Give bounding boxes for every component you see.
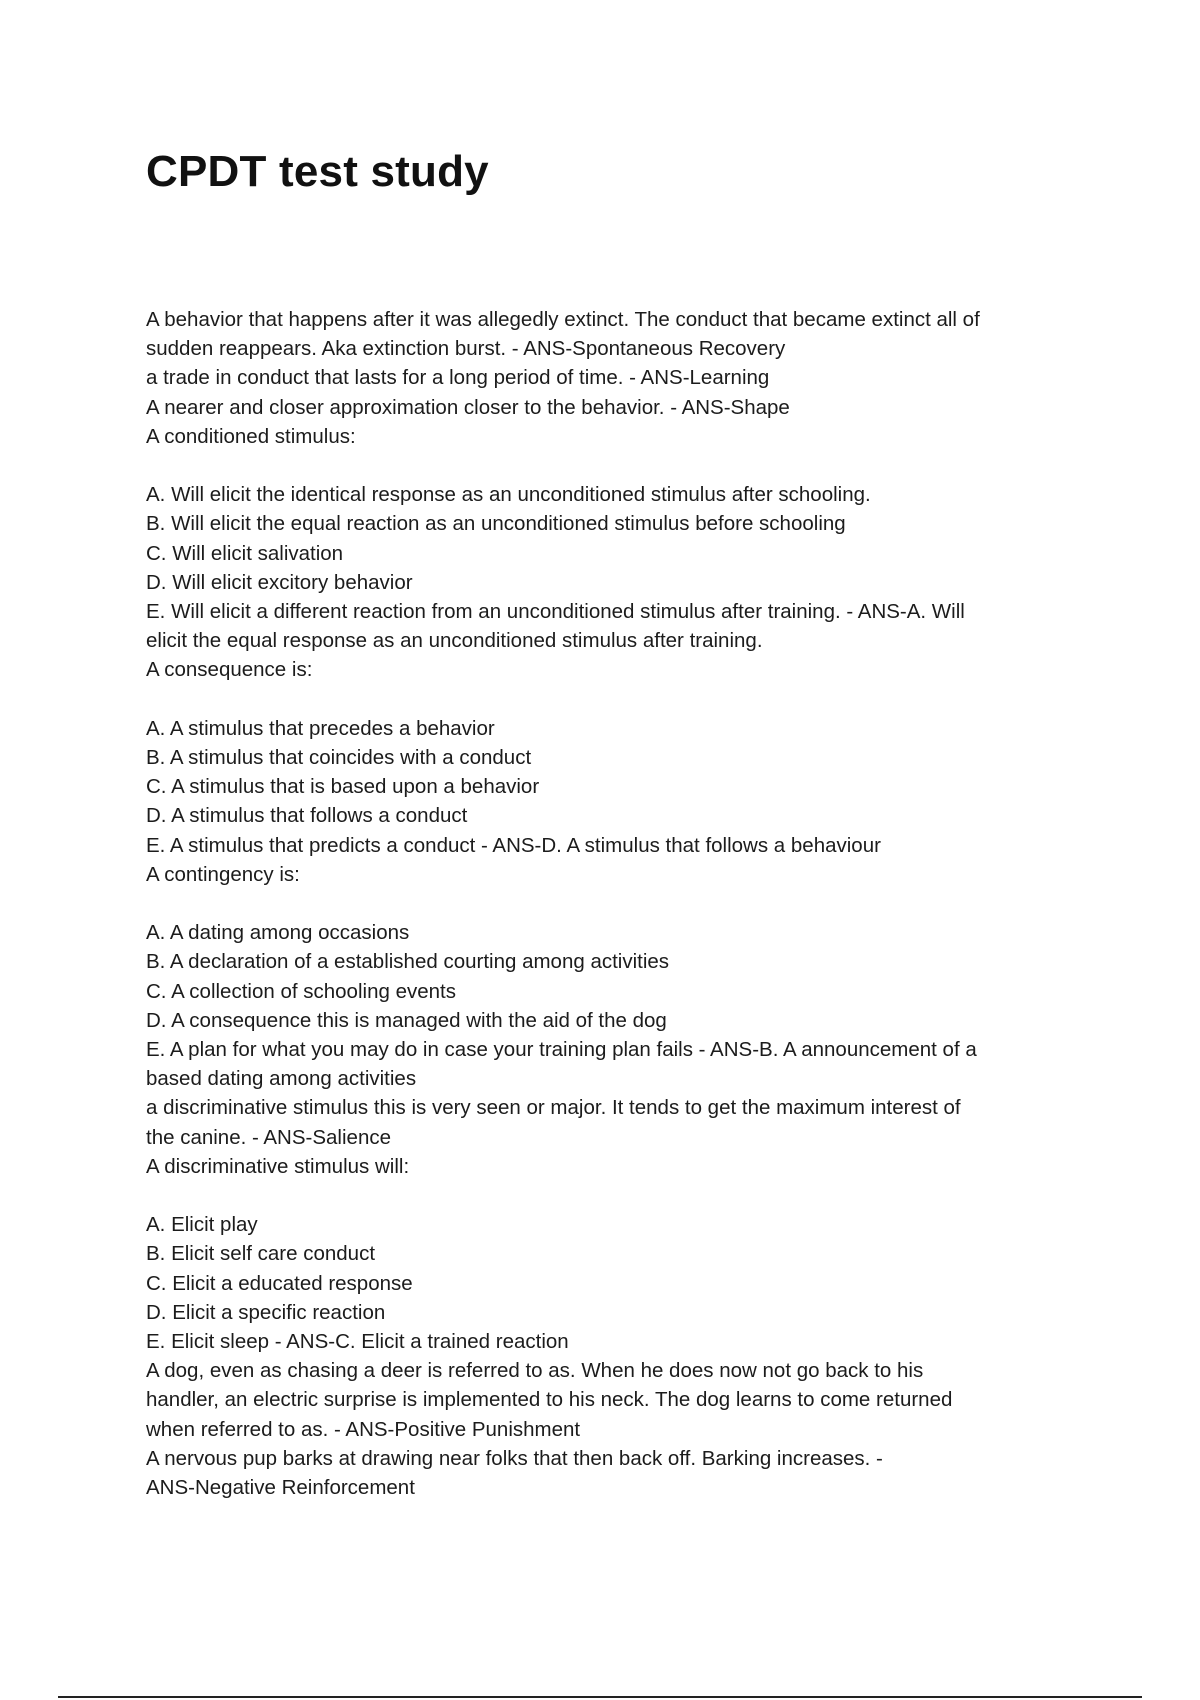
footer-divider [58, 1696, 1142, 1698]
text-line: a trade in conduct that lasts for a long period of time. - ANS-Learning [146, 366, 770, 390]
text-line: A discriminative stimulus will: [146, 1154, 410, 1178]
text-line: D. Will elicit excitory behavior [146, 570, 413, 594]
text-line: A conditioned stimulus: [146, 424, 356, 448]
text-line: A nervous pup barks at drawing near folks that then back off. Barking increases. - [146, 1446, 883, 1470]
blank-line [146, 685, 1076, 714]
text-line: D. Elicit a specific reaction [146, 1300, 386, 1324]
text-line: C. Will elicit salivation [146, 541, 344, 565]
text-line: C. Elicit a educated response [146, 1271, 413, 1295]
text-line: E. Will elicit a different reaction from an unconditioned stimulus after training. - ANS-A. Will [146, 600, 965, 624]
text-line: C. A stimulus that is based upon a behavior [146, 775, 540, 799]
text-line: the canine. - ANS-Salience [146, 1125, 391, 1149]
text-line: E. A plan for what you may do in case your training plan fails - ANS-B. A announcement of a [146, 1038, 977, 1062]
text-line: B. A stimulus that coincides with a conduct [146, 746, 532, 770]
blank-line [146, 451, 1076, 480]
text-line: A dog, even as chasing a deer is referred to as. When he does now not go back to his [146, 1359, 924, 1383]
text-line: a discriminative stimulus this is very seen or major. It tends to get the maximum interest of [146, 1096, 961, 1120]
text-line: E. A stimulus that predicts a conduct - ANS-D. A stimulus that follows a behaviour [146, 833, 881, 857]
text-line: A contingency is: [146, 862, 300, 886]
text-line: elicit the equal response as an unconditioned stimulus after training. [146, 629, 763, 653]
text-line: B. Will elicit the equal reaction as an unconditioned stimulus before schooling [146, 512, 846, 536]
text-line: A. Will elicit the identical response as an unconditioned stimulus after schooling. [146, 483, 871, 507]
text-line: A. Elicit play [146, 1213, 258, 1237]
text-line: B. Elicit self care conduct [146, 1242, 376, 1266]
text-line: E. Elicit sleep - ANS-C. Elicit a trained reaction [146, 1330, 569, 1354]
text-line: D. A stimulus that follows a conduct [146, 804, 468, 828]
blank-line [146, 889, 1076, 918]
text-line: based dating among activities [146, 1067, 417, 1091]
text-line: A. A dating among occasions [146, 921, 410, 945]
document-title: CPDT test study [146, 147, 489, 196]
text-line: A consequence is: [146, 658, 313, 682]
text-line: D. A consequence this is managed with the aid of the dog [146, 1008, 667, 1032]
text-line: A. A stimulus that precedes a behavior [146, 716, 495, 740]
document-body [146, 305, 1076, 1502]
text-line: B. A declaration of a established courting among activities [146, 950, 670, 974]
text-line: A nearer and closer approximation closer to the behavior. - ANS-Shape [146, 395, 790, 419]
text-line: sudden reappears. Aka extinction burst. - ANS-Spontaneous Recovery [146, 337, 786, 361]
blank-line [146, 1181, 1076, 1210]
text-line: handler, an electric surprise is implemented to his neck. The dog learns to come returned [146, 1388, 953, 1412]
text-line: ANS-Negative Reinforcement [146, 1476, 415, 1500]
text-line: when referred to as. - ANS-Positive Punishment [146, 1417, 581, 1441]
text-line: C. A collection of schooling events [146, 979, 456, 1003]
text-line: A behavior that happens after it was allegedly extinct. The conduct that became extinct all of [146, 308, 980, 331]
